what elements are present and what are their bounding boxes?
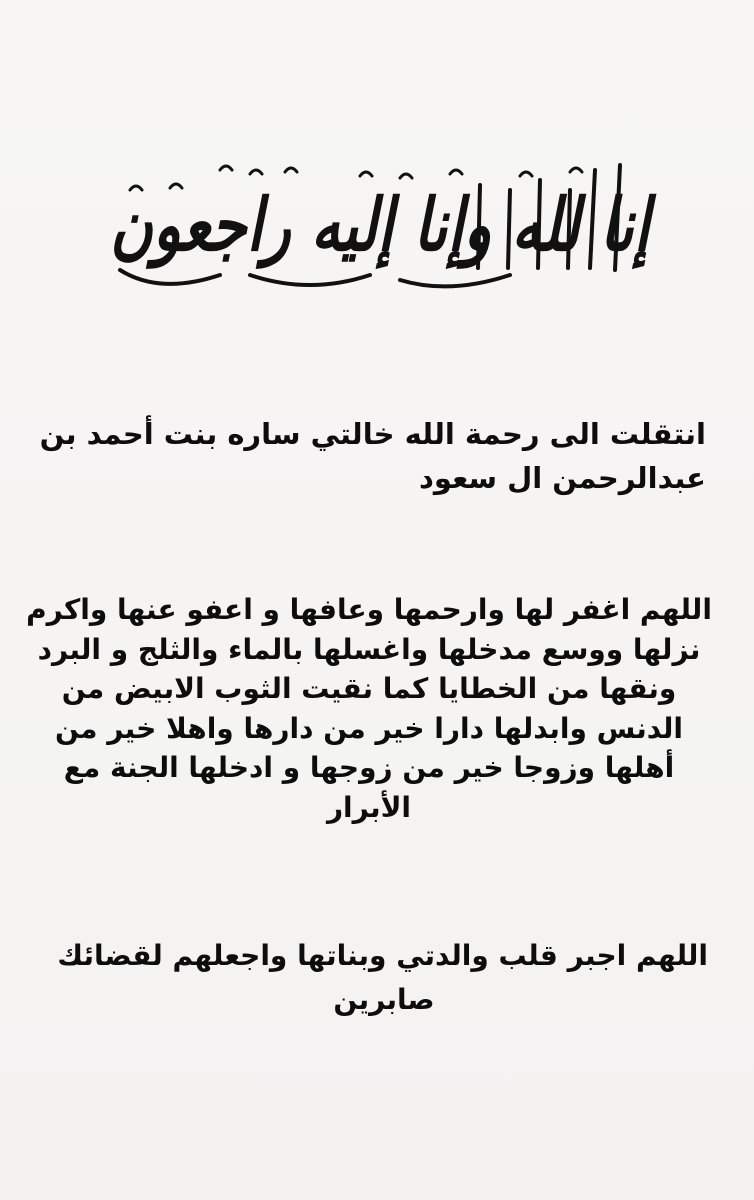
prayer-line: اللهم اغفر لها وارحمها وعافها و اعفو عنها واكرم xyxy=(26,593,712,626)
prayer-line: الدنس وابدلها دارا خير من دارها واهلا خير من xyxy=(54,711,684,745)
announcement-line: عبدالرحمن ال سعود xyxy=(419,461,706,495)
prayer-line: ونقها من الخطايا كما نقيت الثوب الابيض من xyxy=(61,672,677,705)
prayer-line: نزلها ووسع مدخلها واغسلها بالماء والثلج و البرد xyxy=(37,632,701,666)
supplication-line: اللهم اجبر قلب والدتي وبناتها واجعلهم لقضائك xyxy=(57,939,708,972)
announcement-line: انتقلت الى رحمة الله خالتي ساره بنت أحمد بن xyxy=(39,417,706,451)
prayer-line: أهلها وزوجا خير من زوجها و ادخلها الجنة مع xyxy=(63,751,675,784)
prayer-text xyxy=(20,590,718,827)
supplication-text xyxy=(57,934,708,1022)
calligraphy-header xyxy=(100,150,660,300)
supplication-line: صابرين xyxy=(333,983,435,1016)
death-announcement xyxy=(40,412,706,500)
prayer-line: الأبرار xyxy=(326,790,412,824)
calligraphy-text: إنا لله وإنا إليه راجعون xyxy=(110,182,650,268)
